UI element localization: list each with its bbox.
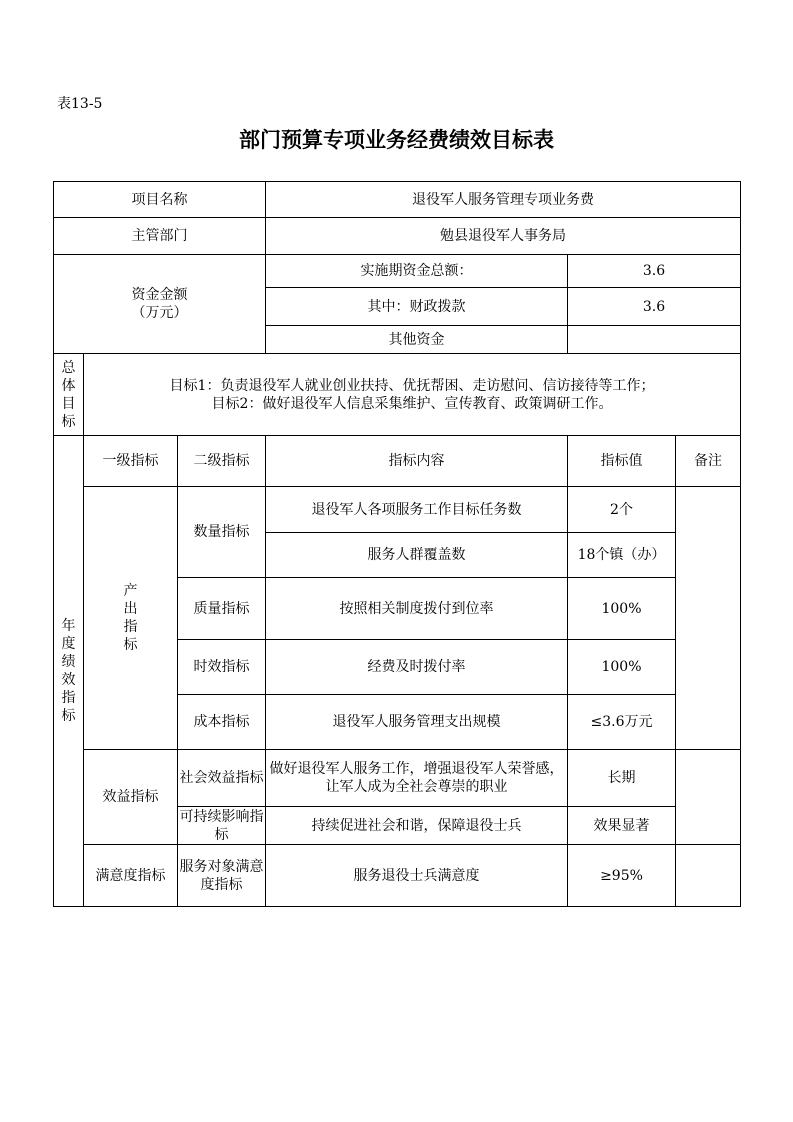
header-level2: 二级指标 [178,436,266,487]
funding-other-value [568,326,741,354]
department-label: 主管部门 [54,218,266,255]
social-benefit-label: 社会效益指标 [178,750,266,807]
output-remark [676,487,741,750]
header-value: 指标值 [568,436,676,487]
page-title: 部门预算专项业务经费绩效目标表 [239,128,554,152]
sustainable-impact-content: 持续促进社会和谐，保障退役士兵 [266,807,568,845]
benefit-remark [676,750,741,845]
performance-table [53,181,741,907]
project-name-label: 项目名称 [54,182,266,218]
quantity-content-1: 退役军人各项服务工作目标任务数 [266,487,568,533]
sustainable-impact-label: 可持续影响指标 [179,808,264,843]
timeliness-value: 100% [568,640,676,695]
funding-label-line2: （万元） [131,305,188,321]
goal-line-2: 目标2：做好退役军人信息采集维护、宣传教育、政策调研工作。 [211,395,613,412]
funding-total-label: 实施期资金总额： [266,255,568,288]
quality-content: 按照相关制度拨付到位率 [266,578,568,640]
annual-indicator-label-text: 年度绩效指标 [61,618,76,724]
quantity-label: 数量指标 [178,487,266,578]
overall-goal-label-text: 总体目标 [61,359,76,430]
table-number: 表13-5 [57,96,103,112]
quantity-value-1: 2个 [568,487,676,533]
social-benefit-content: 做好退役军人服务工作，增强退役军人荣誉感，让军人成为全社会尊崇的职业 [266,750,568,807]
quantity-value-2: 18个镇（办） [568,533,676,578]
funding-fiscal-label: 其中：财政拨款 [266,288,568,326]
quantity-content-2: 服务人群覆盖数 [266,533,568,578]
header-content: 指标内容 [266,436,568,487]
benefit-indicator-label: 效益指标 [84,750,178,845]
sustainable-impact-value: 效果显著 [568,807,676,845]
satisfaction-indicator-label: 满意度指标 [84,845,178,907]
satisfaction-sub-label: 服务对象满意度指标 [178,845,266,907]
quality-label: 质量指标 [178,578,266,640]
overall-goal-content [84,354,741,436]
goal-line-1: 目标1：负责退役军人就业创业扶持、优抚帮困、走访慰问、信访接待等工作； [169,377,655,394]
output-indicator-label [84,487,178,750]
cost-value: ≤3.6万元 [568,695,676,750]
annual-indicator-label [54,436,84,907]
department-value: 勉县退役军人事务局 [266,218,741,255]
overall-goal-label [54,354,84,436]
quality-value: 100% [568,578,676,640]
funding-fiscal-value: 3.6 [568,288,741,326]
social-benefit-value: 长期 [568,750,676,807]
cost-content: 退役军人服务管理支出规模 [266,695,568,750]
timeliness-label: 时效指标 [178,640,266,695]
satisfaction-content: 服务退役士兵满意度 [266,845,568,907]
header-level1: 一级指标 [84,436,178,487]
satisfaction-remark [676,845,741,907]
funding-label-line1: 资金金额 [131,287,188,303]
timeliness-content: 经费及时拨付率 [266,640,568,695]
cost-label: 成本指标 [178,695,266,750]
funding-total-value: 3.6 [568,255,741,288]
header-remark: 备注 [676,436,741,487]
funding-other-label: 其他资金 [266,326,568,354]
project-name-value: 退役军人服务管理专项业务费 [266,182,741,218]
satisfaction-value: ≥95% [568,845,676,907]
output-indicator-label-text: 产出指标 [123,583,138,653]
funding-label [54,255,266,354]
